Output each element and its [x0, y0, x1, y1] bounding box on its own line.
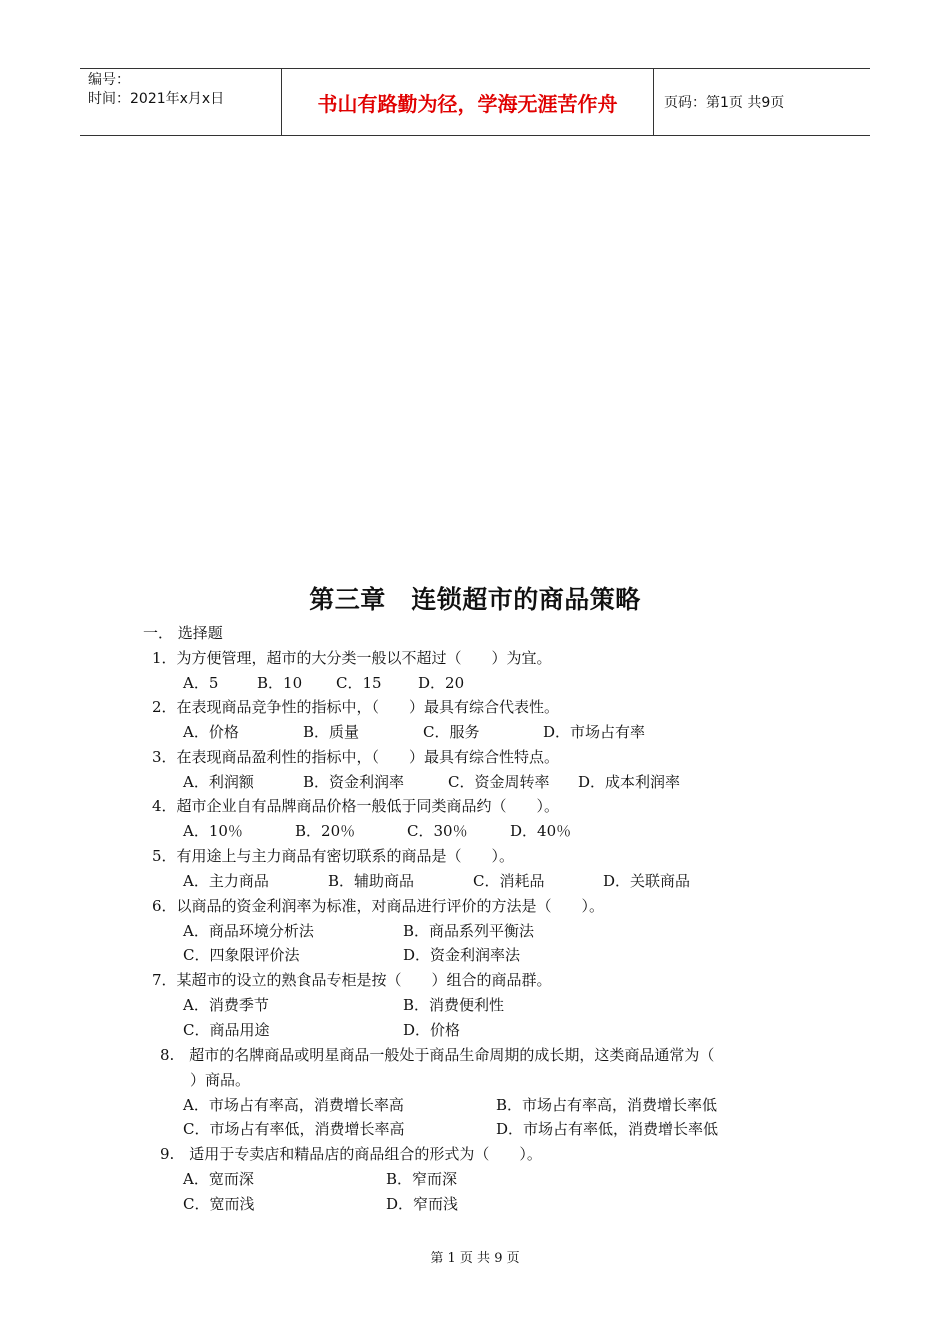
option: A．市场占有率高，消费增长率高	[183, 1096, 404, 1114]
number-label: 编号：	[88, 72, 130, 88]
option: A．主力商品	[183, 872, 269, 890]
option: A．5	[183, 674, 219, 692]
option: A．10％	[183, 822, 243, 840]
option: C．消耗品	[473, 872, 545, 890]
header-motto-cell	[282, 69, 654, 135]
question-stem: 4．超市企业自有品牌商品价格一般低于同类商品约（ ）。	[152, 797, 560, 815]
option: D．关联商品	[603, 872, 691, 890]
option: B．市场占有率高，消费增长率低	[496, 1096, 718, 1114]
header-motto: 书山有路勤为径，学海无涯苦作舟	[317, 91, 618, 116]
option: B．辅助商品	[328, 872, 415, 890]
page-footer: 第 1 页 共 9 页	[430, 1251, 520, 1266]
option: A．商品环境分析法	[183, 922, 314, 940]
option: A．价格	[183, 723, 239, 741]
question-stem: 8. 超市的名牌商品或明星商品一般处于商品生命周期的成长期，这类商品通常为（	[160, 1046, 715, 1064]
option: A．利润额	[183, 773, 254, 791]
option: B．消费便利性	[403, 996, 505, 1014]
time-label: 时间：2021年x月x日	[88, 91, 225, 107]
option: D．资金利润率法	[403, 946, 521, 964]
section-heading: 一． 选择题	[143, 624, 223, 642]
question-stem: 5．有用途上与主力商品有密切联系的商品是（ ）。	[152, 847, 515, 865]
option: D．成本利润率	[578, 773, 681, 791]
header-page-info: 页码：第1页 共9页	[664, 95, 785, 111]
option: C．四象限评价法	[183, 946, 300, 964]
question-stem: 3．在表现商品盈利性的指标中，（ ）最具有综合性特点。	[152, 748, 560, 766]
option: C．商品用途	[183, 1021, 270, 1039]
option: D．价格	[403, 1021, 461, 1039]
option: C．15	[336, 674, 382, 692]
question-stem: 9. 适用于专卖店和精品店的商品组合的形式为（ ）。	[160, 1145, 542, 1163]
option: B．窄而深	[386, 1170, 458, 1188]
option: D．20	[418, 674, 465, 692]
option: D．市场占有率低，消费增长率低	[496, 1120, 719, 1138]
option: D．市场占有率	[543, 723, 646, 741]
option: C．宽而浅	[183, 1195, 255, 1213]
option: B．商品系列平衡法	[403, 922, 535, 940]
option: C．30％	[407, 822, 468, 840]
question-stem: 7．某超市的设立的熟食品专柜是按（ ）组合的商品群。	[152, 971, 552, 989]
option: B．质量	[303, 723, 360, 741]
question-stem: 1．为方便管理，超市的大分类一般以不超过（ ）为宜。	[152, 649, 552, 667]
option: B．20％	[295, 822, 356, 840]
option: D．40％	[510, 822, 572, 840]
option: A．宽而深	[183, 1170, 254, 1188]
question-stem: 6．以商品的资金利润率为标准，对商品进行评价的方法是（ ）。	[152, 897, 605, 915]
chapter-title: 第三章 连锁超市的商品策略	[309, 585, 641, 614]
option: D．窄而浅	[386, 1195, 459, 1213]
header-left	[80, 69, 282, 135]
option: B．10	[257, 674, 303, 692]
question-stem-continued: ）商品。	[190, 1071, 251, 1089]
option: C．资金周转率	[448, 773, 550, 791]
question-stem: 2．在表现商品竞争性的指标中，（ ）最具有综合代表性。	[152, 698, 560, 716]
option: C．服务	[423, 723, 480, 741]
option: B．资金利润率	[303, 773, 405, 791]
option: A．消费季节	[183, 996, 269, 1014]
option: C．市场占有率低，消费增长率高	[183, 1120, 405, 1138]
page-header	[80, 68, 870, 136]
